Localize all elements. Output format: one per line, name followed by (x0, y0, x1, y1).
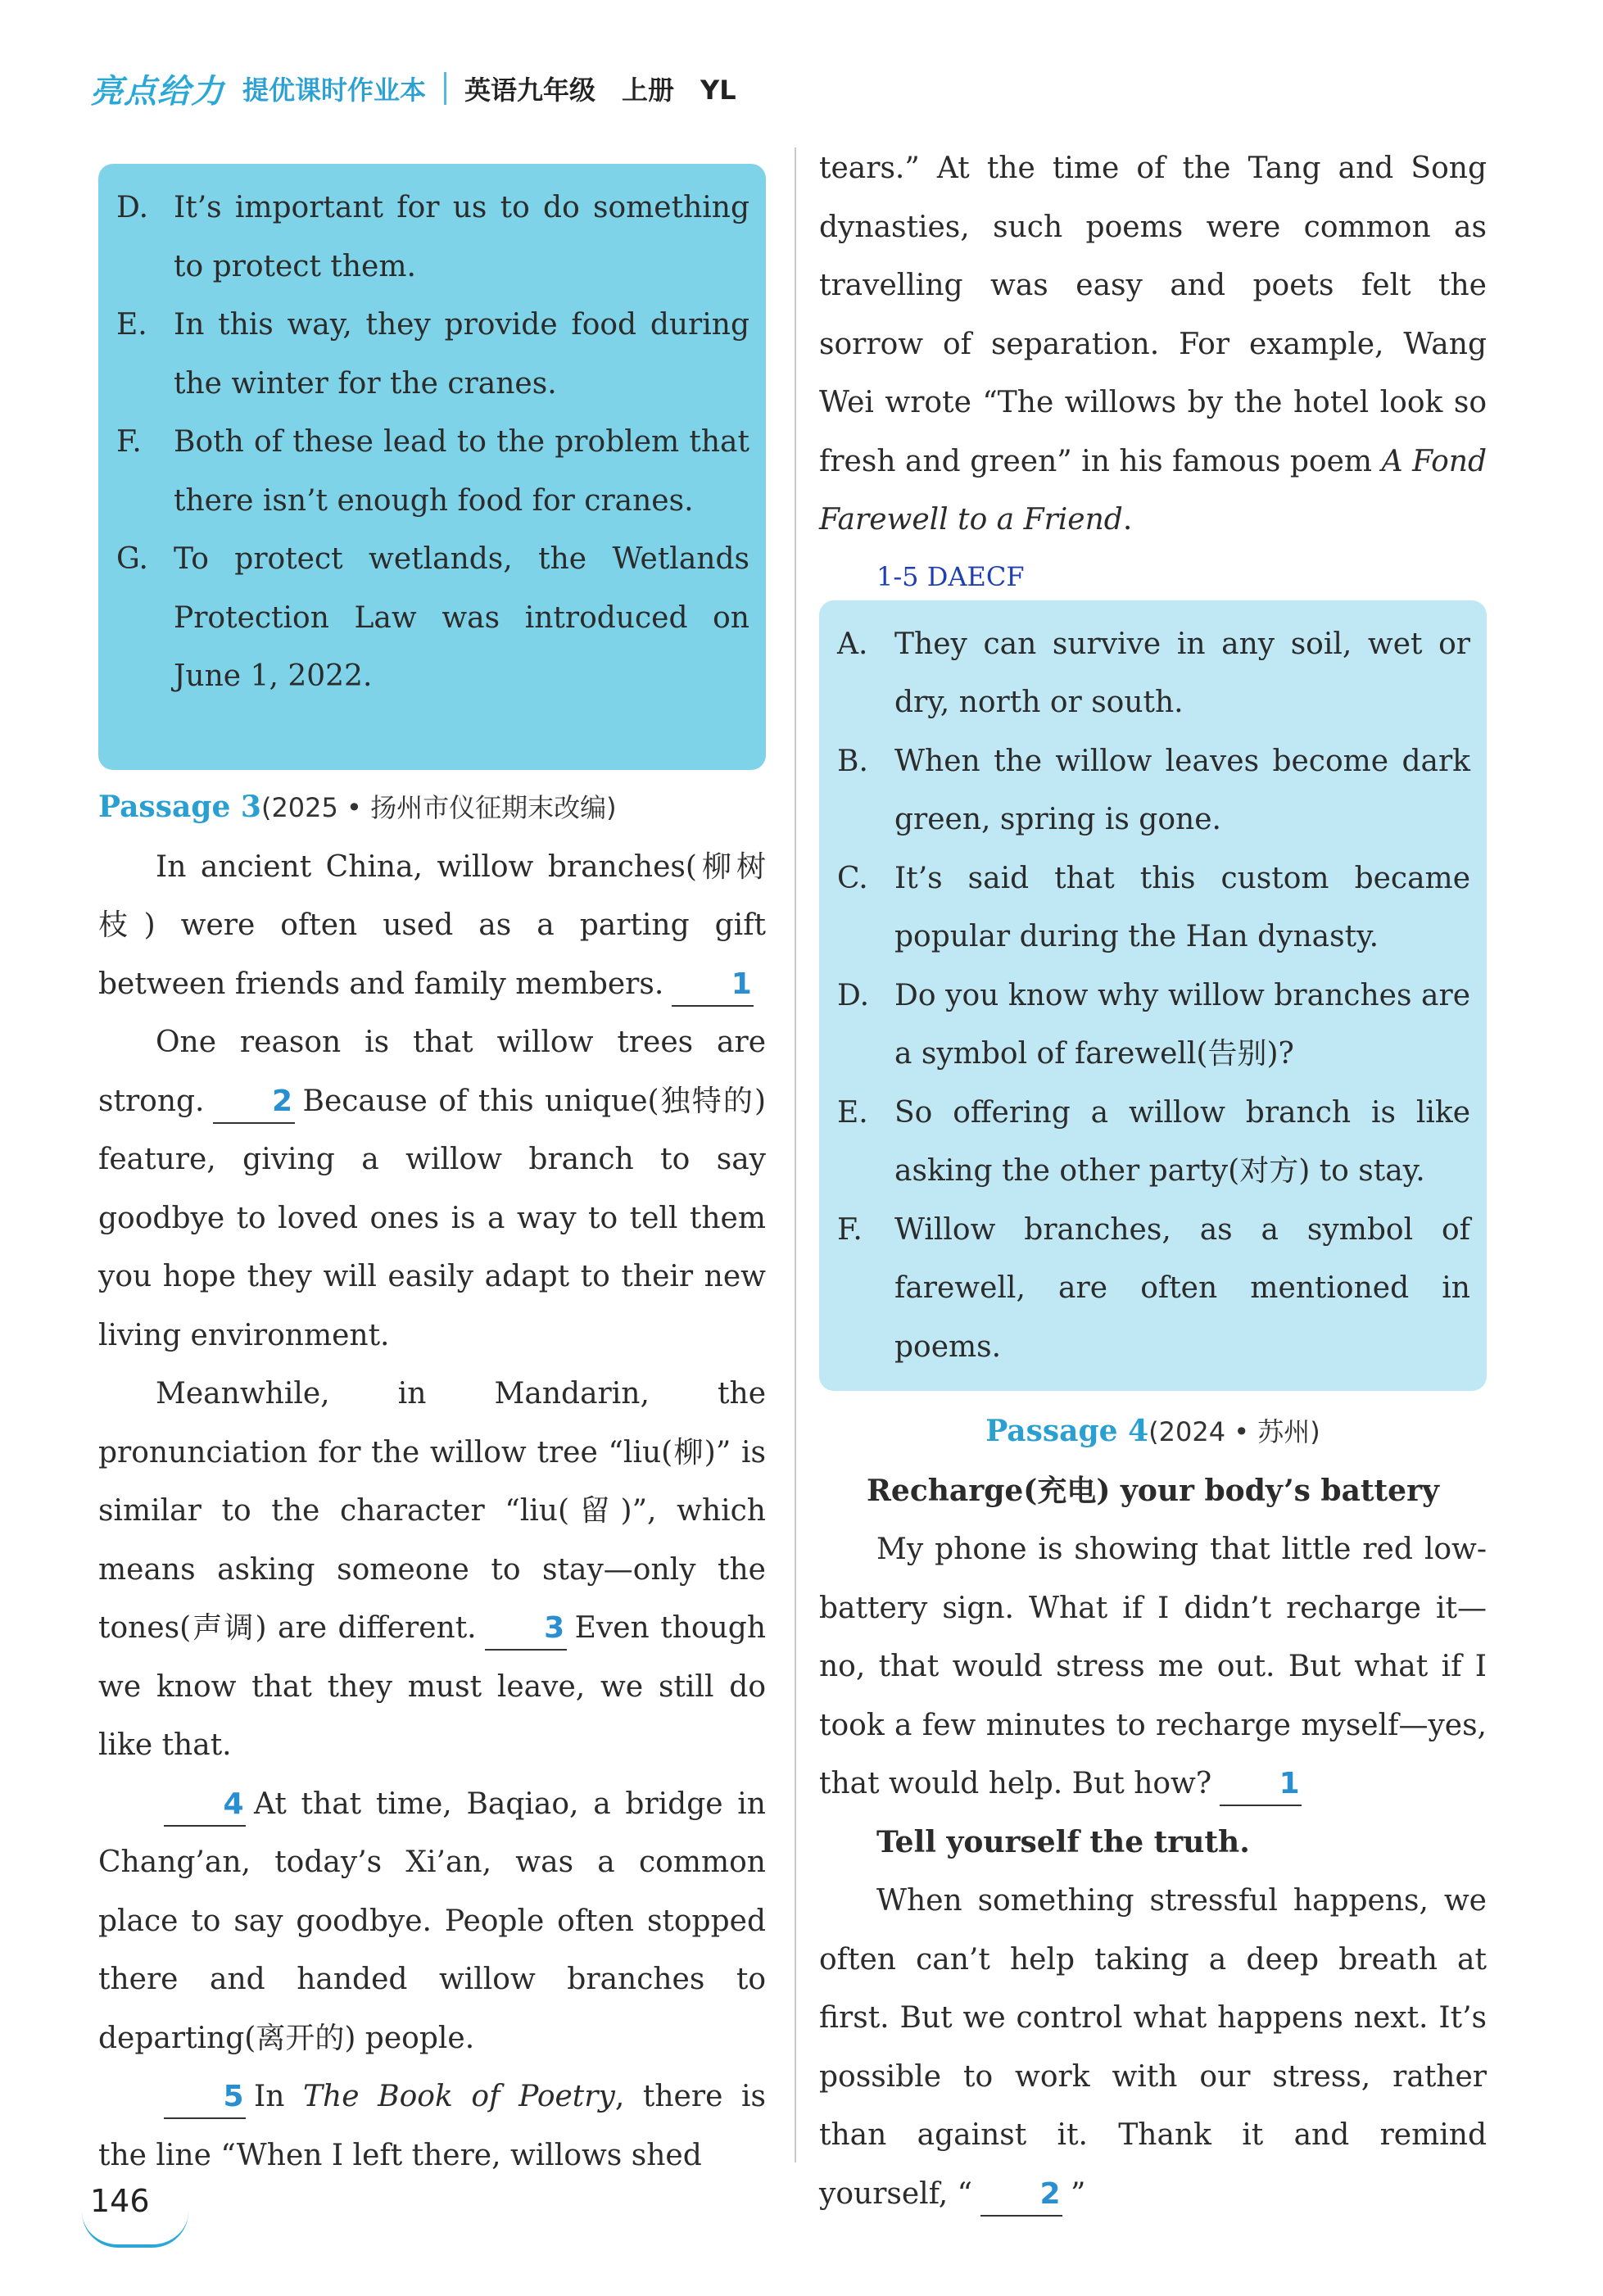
passage3-paragraph-4: 4 At that time, Baqiao, a bridge in Chang’an, today’s Xi’an, was a common place to say goodbye. People often stopped there and handed willow branches to departing(离开的) people. (98, 1775, 766, 2068)
option-e: E. In this way, they provide food during the winter for the cranes. (116, 308, 749, 401)
option-f: F. Willow branches, as a symbol of farewell, are often mentioned in poems. (837, 1212, 1470, 1364)
passage3-paragraph-1: In ancient China, willow branches(柳树枝) were often used as a parting gift between friends and family members. 1 (98, 838, 766, 1014)
blank-2[interactable]: 2 (213, 1081, 295, 1124)
left-column (98, 164, 766, 2185)
answer-note: 1-5 DAECF (876, 560, 1025, 592)
subject-label: 英语九年级 上册 YL (464, 75, 736, 106)
option-a: A. They can survive in any soil, wet or dry, north or south. (837, 627, 1470, 719)
series-title: 提优课时作业本 (242, 75, 427, 106)
blank-3[interactable]: 3 (485, 1608, 567, 1651)
right-column (819, 139, 1487, 2223)
blank-4[interactable]: 4 (164, 1784, 246, 1827)
passage4-blank-2[interactable]: 2 (980, 2174, 1062, 2217)
page-header (90, 64, 736, 113)
brand-logo: 亮点给力 (90, 72, 224, 111)
passage3-paragraph-5-cont: tears.” At the time of the Tang and Song dynasties, such poems were common as travelling was easy and poets felt the sorrow of separation. For example, Wang Wei wrote “The willows by the hotel look so fresh and green” in his famous poem A Fond Farewell to a Friend. (819, 152, 1487, 537)
option-g: G. To protect wetlands, the Wetlands Protection Law was introduced on June 1, 2022. (116, 542, 749, 693)
option-d: D. Do you know why willow branches are a symbol of farewell(告别)? (837, 978, 1470, 1071)
passage4-blank-1[interactable]: 1 (1220, 1764, 1302, 1806)
passage4-subheading: Tell yourself the truth. (876, 1824, 1250, 1859)
option-d: D. It’s important for us to do something to protect them. (116, 191, 749, 283)
passage4-title: Passage 4(2024 • 苏州) (985, 1414, 1320, 1448)
page-number-decoration (82, 2212, 188, 2248)
option-f: F. Both of these lead to the problem that there isn’t enough food for cranes. (116, 425, 749, 518)
passage4-paragraph-1: My phone is showing that little red low-battery sign. What if I didn’t recharge it—no, that would stress me out. But what if I took a few minutes to recharge myself—yes, that would help. But how? 1 (819, 1520, 1487, 1814)
option-b: B. When the willow leaves become dark green, spring is gone. (837, 744, 1470, 836)
options-box-passage2 (98, 164, 766, 770)
option-c: C. It’s said that this custom became popular during the Han dynasty. (837, 861, 1470, 953)
passage3-paragraph-5: 5 In The Book of Poetry, there is the line “When I left there, willows shed (98, 2067, 766, 2185)
passage3-paragraph-3: Meanwhile, in Mandarin, the pronunciation for the willow tree “liu(柳)” is similar to the character “liu(留)”, which means asking someone to stay—only the tones(声调) are different. 3 Even though we know that they must leave, we still do like that. (98, 1377, 767, 1762)
options-box-passage3 (819, 600, 1487, 1392)
passage3-paragraph-2: One reason is that willow trees are strong. 2 Because of this unique(独特的) feature, giving a willow branch to say goodbye to loved ones is a way to tell them you hope they will easily adapt to their new living environment. (98, 1026, 766, 1352)
blank-1[interactable]: 1 (672, 964, 754, 1007)
option-e: E. So offering a willow branch is like asking the other party(对方) to stay. (837, 1095, 1470, 1188)
blank-5[interactable]: 5 (164, 2076, 246, 2119)
header-separator (444, 72, 446, 105)
passage4-paragraph-2: When something stressful happens, we often can’t help taking a deep breath at first. But we control what happens next. It’s possible to work with our stress, rather than against it. Thank it and remind yourself, “ 2 ” (819, 1872, 1487, 2223)
page-number: 146 (90, 2183, 150, 2219)
passage3-title: Passage 3(2025 • 扬州市仪征期末改编) (98, 790, 617, 824)
passage4-heading: Recharge(充电) your body’s battery (867, 1473, 1439, 1508)
column-divider (795, 147, 796, 2162)
